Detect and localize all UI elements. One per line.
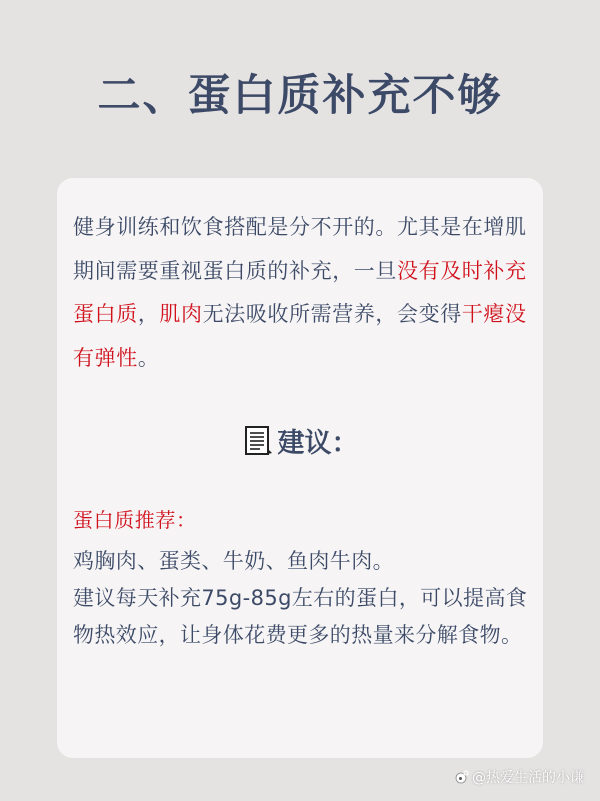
recommend-line: 建议每天补充75g-85g左右的蛋白，可以提高食物热效应，让身体花费更多的热量来分解食物。	[73, 586, 528, 647]
para-text: 健身训练和饮食搭配是分不开的。尤其是在增肌期间需要重视蛋白质的补充，一旦	[73, 215, 527, 283]
para-highlight: 肌肉	[159, 302, 203, 326]
content-card	[57, 178, 543, 758]
memo-icon	[242, 425, 274, 457]
para-text: 无法吸收所需营养，会变得	[202, 302, 462, 326]
watermark-text: @热爱生活的小谦	[472, 770, 584, 786]
para-highlight: 干瘪没有弹性	[73, 302, 527, 370]
recommend-line: 鸡胸肉、蛋类、牛奶、鱼肉牛肉。	[73, 549, 394, 573]
recommend-label: 蛋白质推荐：	[73, 508, 197, 532]
recommend-body	[73, 543, 535, 654]
para-text: ，	[137, 302, 160, 326]
para-highlight: 没有及时补充蛋白质	[73, 258, 527, 326]
intro-paragraph	[73, 206, 533, 380]
para-text: 。	[137, 345, 160, 370]
weibo-icon	[455, 770, 469, 784]
page-title: 二、蛋白质补充不够	[97, 71, 503, 121]
advice-heading	[57, 421, 543, 460]
advice-label: 建议：	[277, 428, 359, 459]
watermark	[455, 767, 584, 787]
